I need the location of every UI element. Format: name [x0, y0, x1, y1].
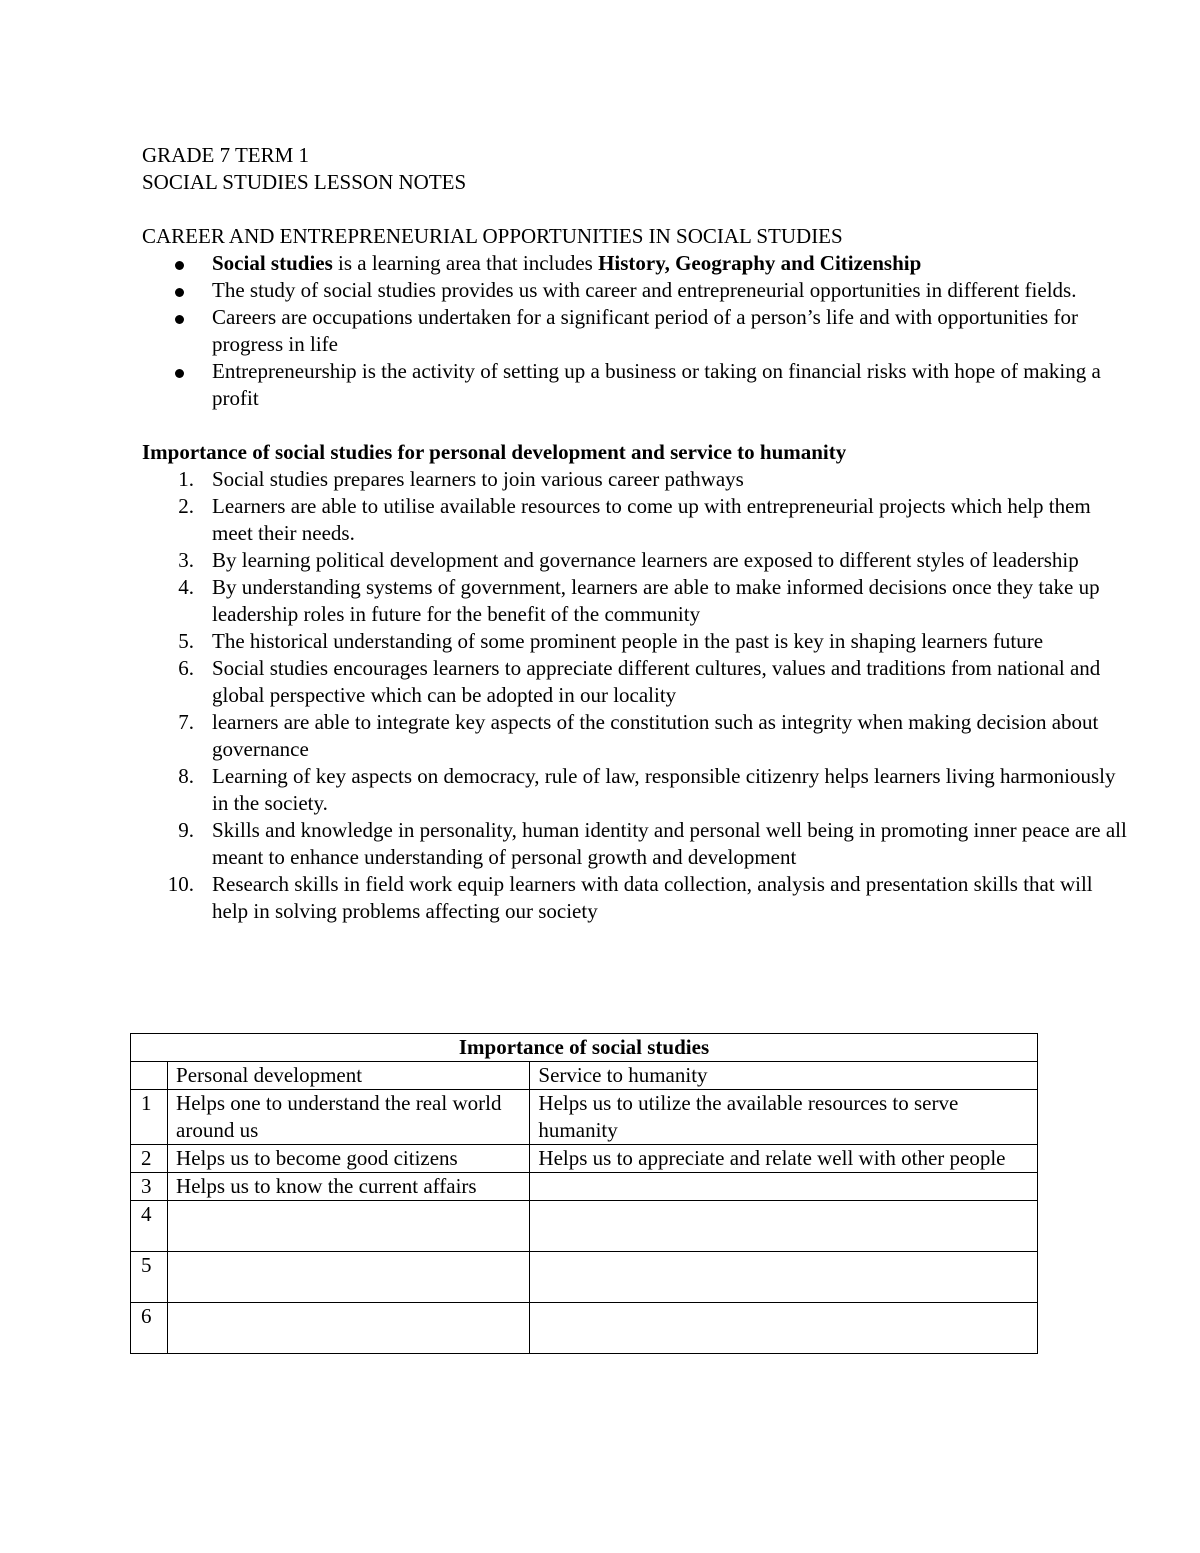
table-caption-row: [131, 1034, 1038, 1062]
item-text: Social studies prepares learners to join various career pathways: [212, 467, 744, 491]
bullet-text: Entrepreneurship is the activity of setting up a business or taking on financial risks with hope of making a profit: [212, 359, 1101, 410]
row-index: 1: [131, 1090, 168, 1145]
list-item: [142, 817, 1132, 871]
item-number: 10.: [167, 872, 194, 896]
item-text: Social studies encourages learners to appreciate different cultures, values and traditions from national and global perspective which can be adopted in our locality: [212, 656, 1101, 707]
column-header-personal: Personal development: [168, 1062, 530, 1090]
bullet-text: Careers are occupations undertaken for a significant period of a person’s life and with opportunities for progress in life: [212, 305, 1078, 356]
item-text: Skills and knowledge in personality, human identity and personal well being in promoting inner peace are all meant to enhance understanding of personal growth and development: [212, 818, 1127, 869]
list-item: [142, 250, 1132, 277]
personal-cell: Helps one to understand the real world around us: [168, 1090, 530, 1145]
table-row: [131, 1303, 1038, 1354]
list-item: [142, 574, 1132, 628]
importance-numbered-list: [142, 466, 1132, 925]
list-item: [142, 547, 1132, 574]
list-item: [142, 763, 1132, 817]
list-item: [142, 304, 1132, 358]
list-item: [142, 655, 1132, 709]
item-number: 3.: [178, 548, 194, 572]
item-text: Learners are able to utilise available resources to come up with entrepreneurial projects which help them meet their needs.: [212, 494, 1091, 545]
item-text: Research skills in field work equip learners with data collection, analysis and presentation skills that will help in solving problems affecting our society: [212, 872, 1093, 923]
list-item: [142, 277, 1132, 304]
item-number: 1.: [178, 467, 194, 491]
section-title-importance: Importance of social studies for personal development and service to humanity: [142, 440, 847, 464]
bold-term: Social studies: [212, 251, 333, 275]
bold-subjects: History, Geography and Citizenship: [598, 251, 922, 275]
table-row: [131, 1173, 1038, 1201]
table-row: [131, 1252, 1038, 1303]
service-cell: Helps us to appreciate and relate well with other people: [530, 1145, 1038, 1173]
item-number: 5.: [178, 629, 194, 653]
item-number: 8.: [178, 764, 194, 788]
item-text: The historical understanding of some prominent people in the past is key in shaping learners future: [212, 629, 1044, 653]
list-item: [142, 709, 1132, 763]
item-number: 2.: [178, 494, 194, 518]
list-item: [142, 493, 1132, 547]
table-row: [131, 1145, 1038, 1173]
grade-term-heading: GRADE 7 TERM 1: [142, 143, 310, 167]
spacer: [142, 412, 1132, 439]
careers-bullet-list: [142, 250, 1132, 412]
bullet-icon: [175, 288, 184, 297]
list-item: [142, 466, 1132, 493]
personal-cell: [168, 1252, 530, 1303]
section-title-careers: CAREER AND ENTREPRENEURIAL OPPORTUNITIES IN SOCIAL STUDIES: [142, 224, 843, 248]
service-cell: [530, 1252, 1038, 1303]
row-index: 5: [131, 1252, 168, 1303]
item-number: 7.: [178, 710, 194, 734]
bullet-text: The study of social studies provides us with career and entrepreneurial opportunities in different fields.: [212, 278, 1077, 302]
item-text: By learning political development and governance learners are exposed to different styles of leadership: [212, 548, 1079, 572]
item-number: 4.: [178, 575, 194, 599]
item-number: 9.: [178, 818, 194, 842]
item-text: By understanding systems of government, learners are able to make informed decisions once they take up leadership roles in future for the benefit of the community: [212, 575, 1100, 626]
service-cell: [530, 1201, 1038, 1252]
personal-cell: Helps us to know the current affairs: [168, 1173, 530, 1201]
table-row: [131, 1201, 1038, 1252]
row-index: 3: [131, 1173, 168, 1201]
table-cell: [131, 1062, 168, 1090]
item-text: Learning of key aspects on democracy, rule of law, responsible citizenry helps learners living harmoniously in the society.: [212, 764, 1116, 815]
table-header-row: [131, 1062, 1038, 1090]
subject-heading: SOCIAL STUDIES LESSON NOTES: [142, 170, 467, 194]
personal-cell: Helps us to become good citizens: [168, 1145, 530, 1173]
item-number: 6.: [178, 656, 194, 680]
column-header-service: Service to humanity: [530, 1062, 1038, 1090]
table-row: [131, 1090, 1038, 1145]
row-index: 4: [131, 1201, 168, 1252]
item-text: learners are able to integrate key aspects of the constitution such as integrity when making decision about governance: [212, 710, 1099, 761]
personal-cell: [168, 1303, 530, 1354]
service-cell: Helps us to utilize the available resources to serve humanity: [530, 1090, 1038, 1145]
bullet-text: is a learning area that includes: [332, 251, 599, 275]
spacer: [142, 196, 1132, 223]
bullet-icon: [175, 261, 184, 270]
service-cell: [530, 1173, 1038, 1201]
bullet-icon: [175, 315, 184, 324]
service-cell: [530, 1303, 1038, 1354]
list-item: [142, 358, 1132, 412]
row-index: 2: [131, 1145, 168, 1173]
table-caption: Importance of social studies: [131, 1034, 1038, 1062]
personal-cell: [168, 1201, 530, 1252]
document-page: [142, 142, 1132, 925]
row-index: 6: [131, 1303, 168, 1354]
bullet-icon: [175, 369, 184, 378]
list-item: [142, 628, 1132, 655]
importance-table: [130, 1033, 1038, 1354]
list-item: [142, 871, 1132, 925]
